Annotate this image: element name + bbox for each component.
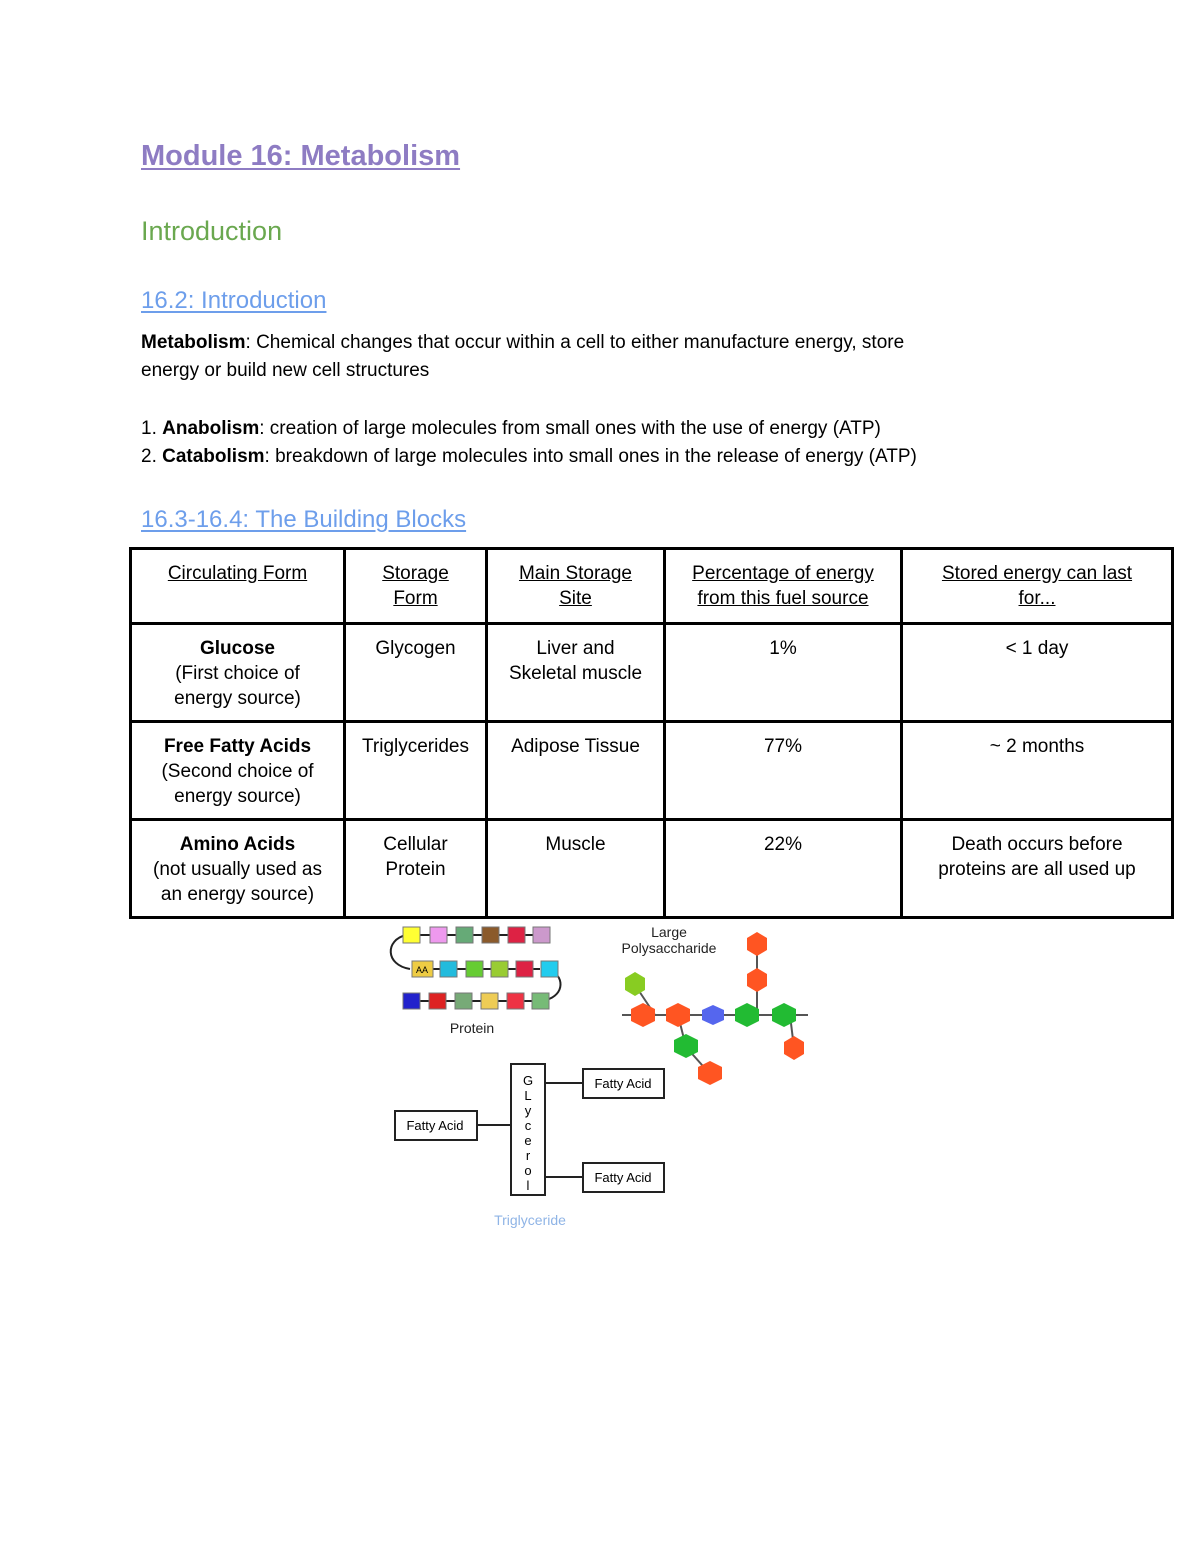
building-blocks-figure [380, 915, 820, 1235]
metabolism-definition [141, 329, 1041, 385]
svg-text:e: e [524, 1133, 532, 1148]
protein-label: Protein [449, 1020, 495, 1036]
metabolism-term: Metabolism [141, 332, 246, 353]
cell-site: Adipose Tissue [487, 722, 665, 820]
cell-storage: Triglycerides [345, 722, 487, 820]
svg-text:y: y [524, 1103, 532, 1118]
protein-diagram [391, 927, 561, 1036]
svg-text:G: G [522, 1073, 534, 1088]
svg-text:c: c [524, 1118, 532, 1133]
svg-text:o: o [524, 1163, 532, 1178]
fatty-acid-left: Fatty Acid [406, 1118, 464, 1133]
header-duration: Stored energy can last for... [902, 549, 1173, 624]
table-row [131, 624, 1173, 722]
list-item-catabolism: 2. Catabolism: breakdown of large molecules into small ones in the release of energy (ATP) [141, 446, 917, 467]
polysaccharide-diagram [622, 924, 808, 1085]
cell-circulating: Amino Acids (not usually used as an energy source) [131, 820, 345, 918]
header-storage-form: Storage Form [345, 549, 487, 624]
triglyceride-diagram [395, 1064, 664, 1228]
header-circulating-form: Circulating Form [131, 549, 345, 624]
cell-percent: 77% [665, 722, 902, 820]
table-row [131, 722, 1173, 820]
cell-site: Liver and Skeletal muscle [487, 624, 665, 722]
cell-percent: 1% [665, 624, 902, 722]
subsection-heading-16-2: 16.2: Introduction [141, 287, 327, 314]
anabolism-term: Anabolism [162, 418, 260, 439]
svg-text:l: l [526, 1178, 530, 1193]
list-item-anabolism: 1. Anabolism: creation of large molecules from small ones with the use of energy (ATP) [141, 418, 881, 439]
table-header-row [131, 549, 1173, 624]
header-storage-site: Main Storage Site [487, 549, 665, 624]
header-percentage: Percentage of energy from this fuel source [665, 549, 902, 624]
catabolism-term: Catabolism [162, 446, 265, 467]
cell-site: Muscle [487, 820, 665, 918]
svg-text:L: L [524, 1088, 532, 1103]
fatty-acid-top: Fatty Acid [594, 1076, 652, 1091]
definition-line-1: : Chemical changes that occur within a cell to either manufacture energy, store [245, 332, 905, 353]
cell-percent: 22% [665, 820, 902, 918]
triglyceride-label: Triglyceride [494, 1212, 566, 1228]
cell-duration: ~ 2 months [902, 722, 1173, 820]
page-title: Module 16: Metabolism [141, 140, 461, 172]
table-row [131, 820, 1173, 918]
cell-circulating: Glucose (First choice of energy source) [131, 624, 345, 722]
polysaccharide-label-2: Polysaccharide [621, 940, 717, 956]
subsection-heading-16-3: 16.3-16.4: The Building Blocks [141, 506, 467, 533]
fatty-acid-bottom: Fatty Acid [594, 1170, 652, 1185]
cell-duration: < 1 day [902, 624, 1173, 722]
cell-storage: Cellular Protein [345, 820, 487, 918]
building-blocks-table [129, 547, 1174, 919]
cell-duration: Death occurs before proteins are all used up [902, 820, 1173, 918]
metabolism-list [141, 415, 1041, 471]
polysaccharide-label-1: Large [651, 924, 687, 940]
svg-text:r: r [525, 1148, 531, 1163]
cell-storage: Glycogen [345, 624, 487, 722]
cell-circulating: Free Fatty Acids (Second choice of energy source) [131, 722, 345, 820]
aa-label: AA [415, 965, 429, 975]
definition-line-2: energy or build new cell structures [141, 360, 430, 381]
section-heading-introduction: Introduction [141, 216, 283, 246]
